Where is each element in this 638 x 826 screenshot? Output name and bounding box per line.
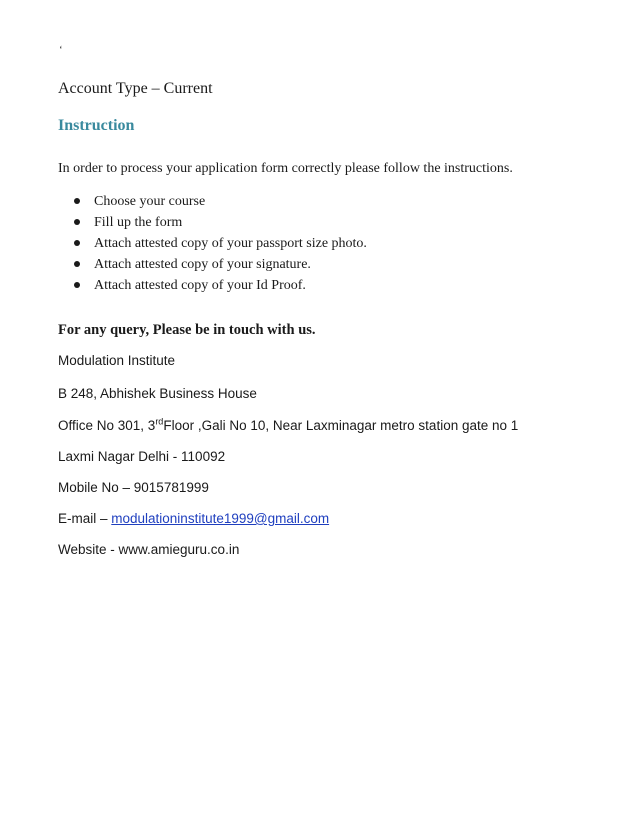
address-line-2-suffix: Floor ,Gali No 10, Near Laxminagar metro station gate no 1 bbox=[163, 418, 519, 433]
address-line-2 bbox=[58, 418, 518, 433]
address-line-1: B 248, Abhishek Business House bbox=[58, 386, 257, 401]
ordinal-suffix: rd bbox=[155, 416, 164, 427]
list-item bbox=[74, 233, 367, 254]
tick-mark: ‘ bbox=[59, 44, 63, 56]
list-item bbox=[74, 254, 367, 275]
mobile-number: Mobile No – 9015781999 bbox=[58, 480, 209, 495]
instruction-list bbox=[74, 191, 367, 296]
query-heading: For any query, Please be in touch with us. bbox=[58, 322, 316, 338]
email-label: E-mail – bbox=[58, 511, 112, 526]
bullet-icon bbox=[74, 240, 80, 246]
list-item bbox=[74, 191, 367, 212]
bullet-icon bbox=[74, 219, 80, 225]
bullet-icon bbox=[74, 282, 80, 288]
list-item-text: Fill up the form bbox=[94, 215, 183, 230]
address-line-3: Laxmi Nagar Delhi - 110092 bbox=[58, 449, 226, 464]
bullet-icon bbox=[74, 198, 80, 204]
list-item-text: Choose your course bbox=[94, 194, 206, 209]
intro-text: In order to process your application form correctly please follow the instructions. bbox=[58, 161, 513, 176]
email-link[interactable]: modulationinstitute1999@gmail.com bbox=[111, 511, 330, 526]
account-type: Account Type – Current bbox=[58, 80, 213, 97]
list-item-text: Attach attested copy of your Id Proof. bbox=[94, 278, 306, 293]
email-row bbox=[58, 511, 329, 526]
list-item-text: Attach attested copy of your passport size photo. bbox=[94, 236, 367, 251]
bullet-icon bbox=[74, 261, 80, 267]
list-item-text: Attach attested copy of your signature. bbox=[94, 257, 311, 272]
website: Website - www.amieguru.co.in bbox=[58, 542, 240, 557]
address-line-2-prefix: Office No 301, 3 bbox=[58, 418, 156, 433]
institute-name: Modulation Institute bbox=[58, 353, 176, 368]
instruction-heading: Instruction bbox=[58, 117, 135, 134]
list-item bbox=[74, 275, 367, 296]
list-item bbox=[74, 212, 367, 233]
